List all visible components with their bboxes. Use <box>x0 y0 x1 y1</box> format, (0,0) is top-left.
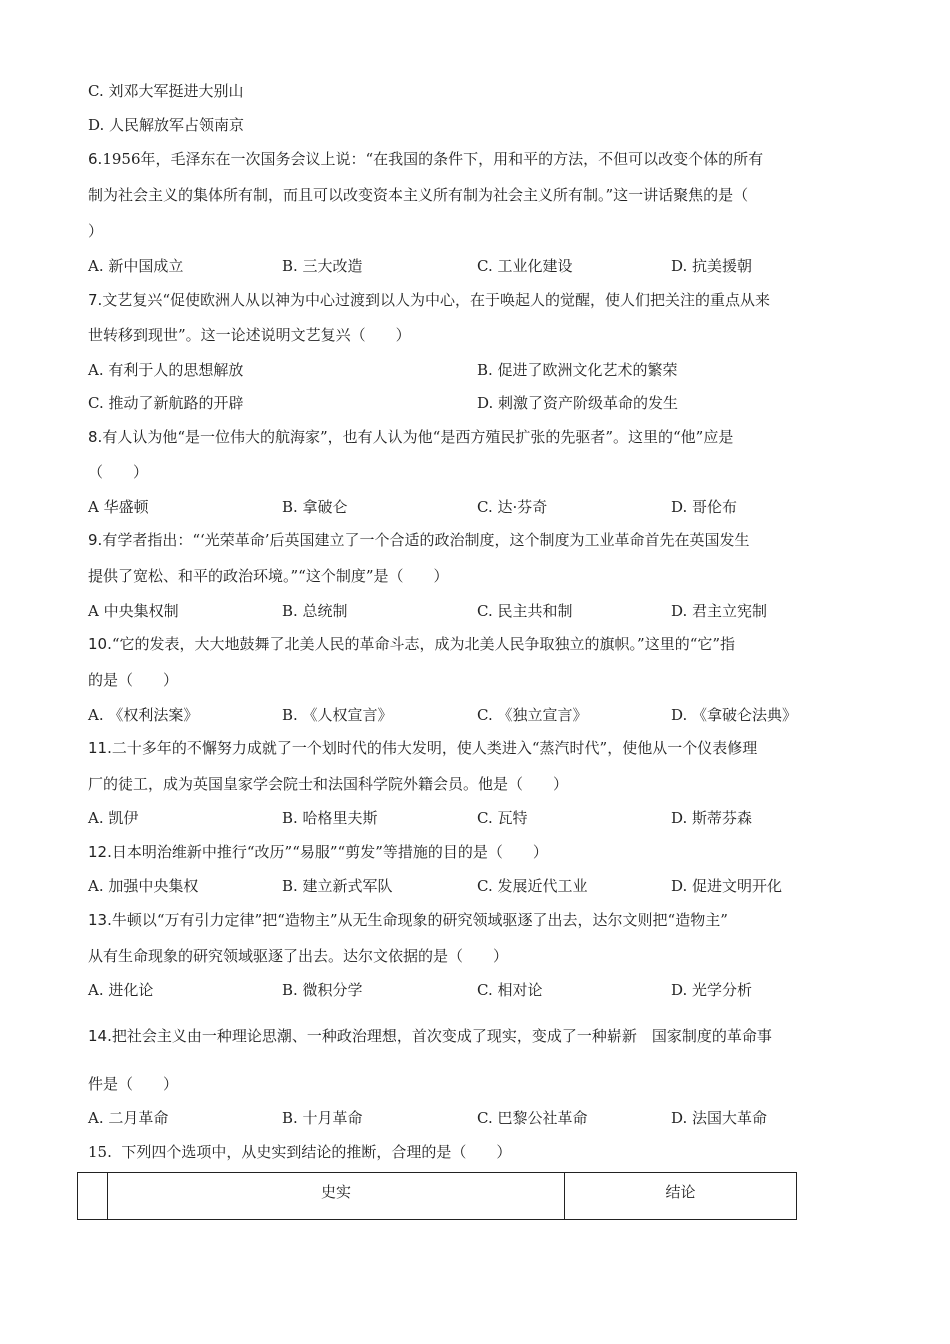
question-number: 14. <box>88 1027 112 1045</box>
q6-option-a: A. 新中国成立 <box>88 257 184 275</box>
q13-option-a: A. 进化论 <box>88 981 154 999</box>
q13-option-c: C. 相对论 <box>477 981 543 999</box>
q7-option-d: D. 刺激了资产阶级革命的发生 <box>477 394 679 412</box>
q14-option-b: B. 十月革命 <box>282 1109 363 1127</box>
q9-option-b: B. 总统制 <box>282 602 348 620</box>
question-13-line1 <box>88 910 728 930</box>
q9-option-c: C. 民主共和制 <box>477 602 573 620</box>
question-number: 8. <box>88 428 103 446</box>
q10-option-b: B. 《人权宣言》 <box>282 706 393 724</box>
question-15-line1 <box>88 1142 511 1162</box>
question-8-line2: （ ） <box>88 463 149 481</box>
q10-option-a: A. 《权利法案》 <box>88 706 199 724</box>
q12-option-d: D. 促进文明开化 <box>671 877 783 895</box>
question-number: 15. <box>88 1143 112 1161</box>
question-10-line2: 的是（ ） <box>88 671 179 689</box>
q6-option-d: D. 抗美援朝 <box>671 257 753 275</box>
question-text: 把社会主义由一种理论思潮、一种政治理想，首次变成了现实，变成了一种崭新 国家制度的革命事 <box>111 1027 772 1045</box>
question-text: 文艺复兴“促使欧洲人从以神为中心过渡到以人为中心，在于唤起人的觉醒，使人们把关注的重点从来 <box>102 291 770 309</box>
question-text: 有人认为他“是一位伟大的航海家”，也有人认为他“是西方殖民扩张的先驱者”。这里的“他”应是 <box>102 428 734 446</box>
q12-option-b: B. 建立新式军队 <box>282 877 393 895</box>
q6-option-b: B. 三大改造 <box>282 257 363 275</box>
q11-option-d: D. 斯蒂芬森 <box>671 809 753 827</box>
question-text: “它的发表，大大地鼓舞了北美人民的革命斗志，成为北美人民争取独立的旗帜。”这里的“它”指 <box>111 635 736 653</box>
q7-option-a: A. 有利于人的思想解放 <box>88 361 244 379</box>
table-header-conclusion: 结论 <box>565 1173 797 1220</box>
q8-option-d: D. 哥伦布 <box>671 498 738 516</box>
question-9-line2: 提供了宽松、和平的政治环境。”“这个制度”是（ ） <box>88 567 449 585</box>
q8-option-b: B. 拿破仑 <box>282 498 348 516</box>
q7-option-c: C. 推动了新航路的开辟 <box>88 394 244 412</box>
q13-option-d: D. 光学分析 <box>671 981 753 999</box>
q8-option-a: A 华盛顿 <box>88 498 149 516</box>
question-6-line3: ） <box>88 222 104 240</box>
question-7-line2: 世转移到现世”。这一论述说明文艺复兴（ ） <box>88 326 411 344</box>
question-text: 有学者指出：“‘光荣革命’后英国建立了一个合适的政治制度，这个制度为工业革命首先在英国发生 <box>102 531 750 549</box>
q14-option-c: C. 巴黎公社革命 <box>477 1109 588 1127</box>
q14-option-a: A. 二月革命 <box>88 1109 169 1127</box>
table-header-empty <box>78 1173 108 1220</box>
q14-option-d: D. 法国大革命 <box>671 1109 768 1127</box>
q6-option-c: C. 工业化建设 <box>477 257 573 275</box>
option-d-prev: D. 人民解放军占领南京 <box>88 116 245 134</box>
question-text: 日本明治维新中推行“改历”“易服”“剪发”等措施的目的是（ ） <box>111 843 548 861</box>
q11-option-b: B. 哈格里夫斯 <box>282 809 378 827</box>
question-12-line1 <box>88 842 548 862</box>
q9-option-a: A 中央集权制 <box>88 602 179 620</box>
q10-option-d: D. 《拿破仑法典》 <box>671 706 798 724</box>
question-13-line2: 从有生命现象的研究领域驱逐了出去。达尔文依据的是（ ） <box>88 947 509 965</box>
option-c-prev: C. 刘邓大军挺进大别山 <box>88 82 244 100</box>
question-11-line2: 厂的徒工，成为英国皇家学会院士和法国科学院外籍会员。他是（ ） <box>88 775 569 793</box>
question-number: 7. <box>88 291 103 309</box>
q13-option-b: B. 微积分学 <box>282 981 363 999</box>
question-text: 1956年，毛泽东在一次国务会议上说：“在我国的条件下，用和平的方法，不但可以改变个体的所有 <box>102 150 764 168</box>
question-number: 13. <box>88 911 112 929</box>
question-text: 下列四个选项中，从史实到结论的推断，合理的是（ ） <box>121 1143 512 1161</box>
q11-option-c: C. 瓦特 <box>477 809 528 827</box>
q12-option-c: C. 发展近代工业 <box>477 877 588 895</box>
question-8-line1 <box>88 427 733 447</box>
q9-option-d: D. 君主立宪制 <box>671 602 768 620</box>
question-text: 牛顿以“万有引力定律”把“造物主”从无生命现象的研究领域驱逐了出去，达尔文则把“造物主” <box>111 911 728 929</box>
q12-option-a: A. 加强中央集权 <box>88 877 199 895</box>
question-text: 二十多年的不懈努力成就了一个划时代的伟大发明，使人类进入“蒸汽时代”，使他从一个仪表修理 <box>111 739 758 757</box>
facts-conclusion-table <box>77 1172 797 1220</box>
q10-option-c: C. 《独立宣言》 <box>477 706 588 724</box>
question-7-line1 <box>88 290 770 310</box>
q8-option-c: C. 达·芬奇 <box>477 498 548 516</box>
question-number: 9. <box>88 531 103 549</box>
question-11-line1 <box>88 738 757 758</box>
q7-option-b: B. 促进了欧洲文化艺术的繁荣 <box>477 361 678 379</box>
question-6-line2: 制为社会主义的集体所有制，而且可以改变资本主义所有制为社会主义所有制。”这一讲话聚焦的是（ <box>88 186 749 204</box>
question-9-line1 <box>88 530 750 550</box>
question-number: 10. <box>88 635 112 653</box>
table-header-facts: 史实 <box>108 1173 565 1220</box>
question-number: 11. <box>88 739 112 757</box>
question-number: 12. <box>88 843 112 861</box>
question-14-line2: 件是（ ） <box>88 1075 179 1093</box>
question-6-line1 <box>88 149 763 169</box>
q11-option-a: A. 凯伊 <box>88 809 139 827</box>
question-10-line1 <box>88 634 735 654</box>
table-header-row <box>78 1173 797 1220</box>
question-14-line1 <box>88 1026 772 1046</box>
question-number: 6. <box>88 150 103 168</box>
